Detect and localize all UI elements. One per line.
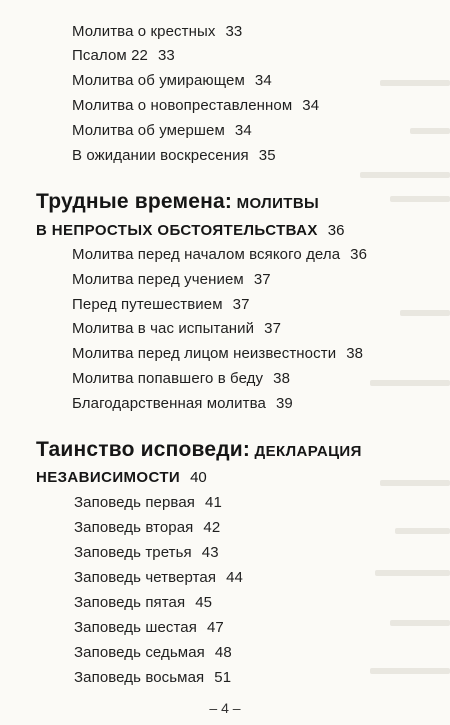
toc-entry-title: Заповедь восьмая	[74, 669, 205, 686]
show-through-mark	[390, 196, 450, 202]
section-heading[interactable]	[36, 190, 319, 214]
toc-entry-title: В ожидании воскресения	[72, 147, 249, 164]
section-heading-main: Таинство исповеди:	[36, 438, 251, 461]
toc-entry[interactable]	[72, 23, 242, 41]
toc-entry[interactable]	[72, 147, 276, 165]
toc-entry[interactable]	[74, 519, 220, 537]
page-number: – 4 –	[209, 700, 241, 716]
toc-entry[interactable]	[74, 544, 219, 562]
toc-entry-title: Молитва об умирающем	[72, 72, 245, 89]
show-through-mark	[370, 668, 450, 674]
toc-entry-page: 38	[346, 345, 364, 362]
toc-entry-title: Молитва в час испытаний	[72, 320, 255, 337]
toc-entry-page: 33	[157, 47, 175, 64]
show-through-mark	[390, 620, 450, 626]
show-through-mark	[400, 310, 450, 316]
toc-entry-title: Заповедь четвертая	[74, 569, 217, 586]
toc-entry-title: Молитва об умершем	[72, 122, 225, 139]
section-heading-sub: ДЕКЛАРАЦИЯ	[254, 443, 362, 460]
section-heading-main: Трудные времена:	[36, 190, 233, 213]
show-through-mark	[370, 380, 450, 386]
toc-entry-title: Псалом 22	[72, 47, 148, 64]
toc-entry[interactable]	[74, 644, 232, 662]
toc-entry-page: 51	[214, 669, 232, 686]
toc-entry-title: Заповедь вторая	[74, 519, 194, 536]
toc-entry-page: 48	[214, 644, 232, 661]
section-heading-continued[interactable]	[36, 469, 207, 487]
toc-entry-page: 35	[258, 147, 276, 164]
toc-entry-page: 39	[275, 395, 293, 412]
toc-entry-page: 41	[205, 494, 222, 511]
toc-entry-title: Молитва перед учением	[72, 271, 244, 288]
toc-entry[interactable]	[74, 569, 243, 587]
toc-entry[interactable]	[72, 370, 290, 388]
toc-entry-page: 34	[234, 122, 252, 139]
toc-entry[interactable]	[72, 395, 293, 413]
toc-entry-title: Молитва попавшего в беду	[72, 370, 264, 387]
toc-entry-title: Заповедь третья	[74, 544, 192, 561]
toc-entry-page: 34	[254, 72, 272, 89]
toc-entry-page: 42	[203, 519, 221, 536]
section-heading-page: 36	[327, 222, 345, 239]
toc-entry[interactable]	[72, 271, 271, 289]
section-heading-continued[interactable]	[36, 222, 344, 240]
toc-entry[interactable]	[72, 296, 250, 314]
toc-entry[interactable]	[74, 619, 224, 637]
section-heading-page: 40	[190, 469, 207, 486]
toc-entry-page: 43	[201, 544, 219, 561]
show-through-mark	[380, 80, 450, 86]
toc-entry-page: 45	[195, 594, 213, 611]
section-heading-sub: В НЕПРОСТЫХ ОБСТОЯТЕЛЬСТВАХ	[36, 222, 318, 239]
toc-entry[interactable]	[72, 97, 319, 115]
toc-entry-page: 38	[273, 370, 291, 387]
toc-entry[interactable]	[72, 320, 281, 338]
show-through-mark	[410, 128, 450, 134]
toc-entry[interactable]	[72, 345, 363, 363]
toc-entry-title: Перед путешествием	[72, 296, 223, 313]
toc-entry[interactable]	[74, 594, 212, 612]
toc-entry-title: Молитва о крестных	[72, 23, 216, 40]
toc-entry-page: 37	[264, 320, 282, 337]
section-heading[interactable]	[36, 438, 362, 462]
show-through-mark	[375, 570, 450, 576]
toc-entry-title: Молитва о новопреставленном	[72, 97, 293, 114]
toc-entry-title: Заповедь пятая	[74, 594, 186, 611]
toc-entry-title: Молитва перед началом всякого дела	[72, 246, 341, 263]
toc-entry-title: Заповедь первая	[74, 494, 195, 511]
toc-entry[interactable]	[74, 669, 231, 687]
toc-entry-page: 33	[225, 23, 243, 40]
toc-entry-page: 47	[206, 619, 224, 636]
toc-entry[interactable]	[72, 122, 252, 140]
show-through-mark	[380, 480, 450, 486]
toc-entry-page: 36	[350, 246, 368, 263]
toc-entry-title: Благодарственная молитва	[72, 395, 266, 412]
toc-entry-page: 34	[302, 97, 320, 114]
show-through-mark	[360, 172, 450, 178]
toc-entry-title: Заповедь шестая	[74, 619, 197, 636]
section-heading-sub: МОЛИТВЫ	[236, 195, 320, 212]
toc-entry-page: 44	[226, 569, 243, 586]
show-through-mark	[395, 528, 450, 534]
toc-entry-title: Заповедь седьмая	[74, 644, 205, 661]
toc-entry-title: Молитва перед лицом неизвестности	[72, 345, 337, 362]
section-heading-sub: НЕЗАВИСИМОСТИ	[36, 469, 181, 486]
toc-entry[interactable]	[72, 47, 175, 65]
toc-entry[interactable]	[72, 72, 272, 90]
toc-entry-page: 37	[253, 271, 271, 288]
toc-entry[interactable]	[74, 494, 222, 512]
toc-entry[interactable]	[72, 246, 367, 264]
toc-entry-page: 37	[232, 296, 250, 313]
